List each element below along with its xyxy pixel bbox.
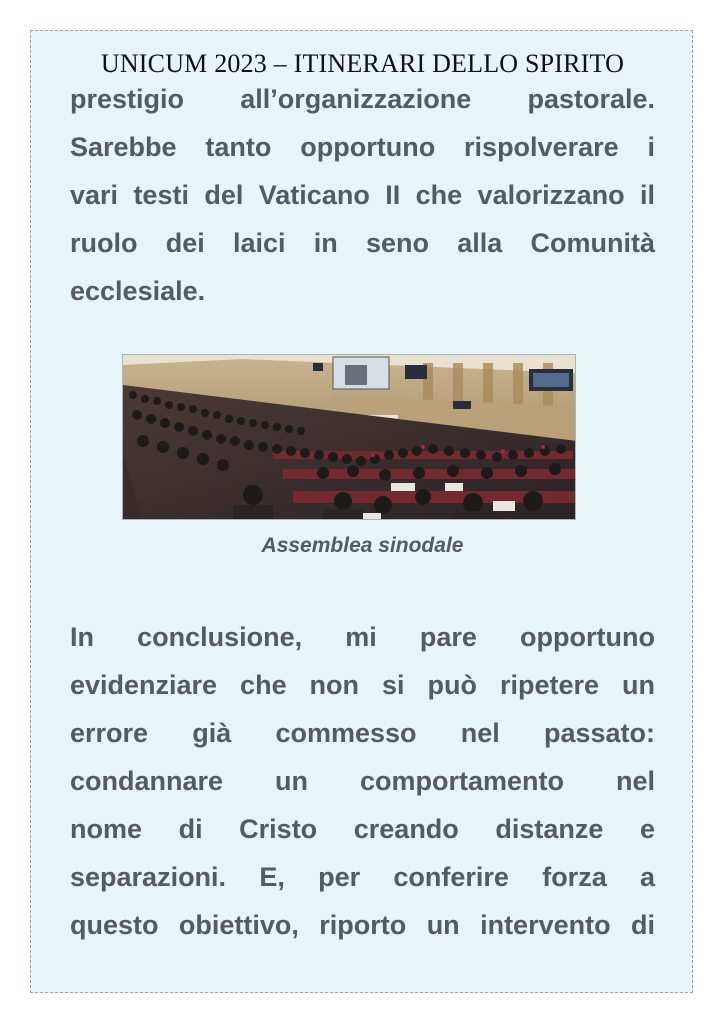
assembly-photo xyxy=(122,354,576,520)
text-line: Sarebbe tanto opportuno rispolverare i xyxy=(70,132,655,162)
text-line: nome di Cristo creando distanze e xyxy=(70,814,655,844)
text-line: condannare un comportamento nel xyxy=(70,766,655,796)
text-line: separazioni. E, per conferire forza a xyxy=(70,862,655,892)
text-line: ecclesiale. xyxy=(70,276,206,306)
text-line: prestigio all’organizzazione pastorale. xyxy=(70,84,655,114)
photo-caption: Assemblea sinodale xyxy=(261,534,464,557)
paragraph-top xyxy=(70,81,655,321)
text-line: evidenziare che non si può ripetere un xyxy=(70,670,655,700)
text-line: In conclusione, mi pare opportuno xyxy=(70,622,655,652)
text-line: ruolo dei laici in seno alla Comunità xyxy=(70,228,655,258)
paragraph-bottom xyxy=(70,619,655,955)
page-header: UNICUM 2023 – ITINERARI DELLO SPIRITO xyxy=(100,49,625,78)
text-line: questo obiettivo, riporto un intervento di xyxy=(70,910,655,940)
text-line: vari testi del Vaticano II che valorizzano il xyxy=(70,180,655,210)
text-line: errore già commesso nel passato: xyxy=(70,718,655,748)
page xyxy=(30,30,693,993)
